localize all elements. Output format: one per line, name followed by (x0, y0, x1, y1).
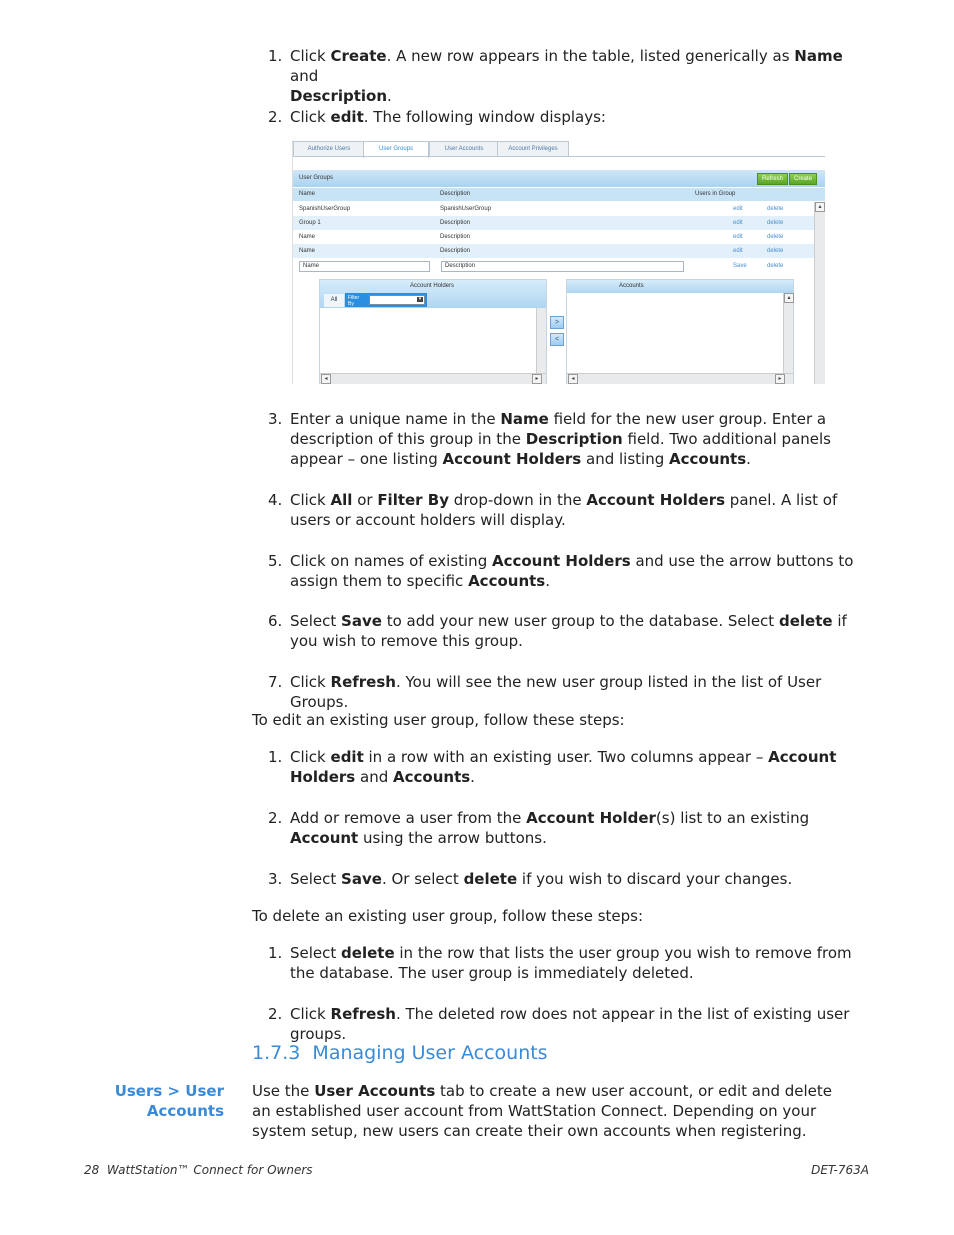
bold-term: delete (341, 944, 395, 962)
bold-term: Account (290, 829, 359, 847)
section-heading: 1.7.3 Managing User Accounts (252, 1042, 548, 1064)
accounts-panel (566, 279, 794, 384)
bold-term: edit (330, 108, 364, 126)
scroll-up-icon[interactable]: ▴ (784, 293, 794, 303)
bold-term: Refresh (330, 673, 396, 691)
bold-term: Refresh (330, 1005, 396, 1023)
tab-user-groups[interactable]: User Groups (363, 141, 429, 158)
delete-link[interactable]: delete (767, 248, 784, 254)
delete-link[interactable]: delete (767, 206, 784, 212)
accounts-title: Accounts (619, 283, 644, 289)
delete-step-2 (268, 1004, 868, 1044)
edit-row (293, 259, 814, 273)
edit-step-3 (268, 869, 868, 889)
accounts-scrollbar[interactable] (783, 293, 793, 374)
step-assign (268, 551, 868, 591)
accounts-hscrollbar[interactable] (567, 373, 793, 384)
filter-dropdown[interactable] (369, 295, 425, 305)
row-name: SpanishUserGroup (299, 206, 351, 212)
tab-user-accounts[interactable]: User Accounts (429, 141, 499, 157)
edit-step-1 (268, 747, 868, 787)
tab-account-privileges[interactable]: Account Privileges (497, 141, 569, 157)
step-create (268, 46, 868, 106)
step-text: Click Refresh. The deleted row does not appear in the list of existing user groups. (290, 1005, 850, 1043)
refresh-button[interactable]: Refresh (757, 173, 788, 185)
edit-link[interactable]: edit (733, 234, 743, 240)
delete-link[interactable]: delete (767, 220, 784, 226)
bold-term: Name (794, 47, 843, 65)
filter-by-label: Filter By (348, 295, 360, 307)
step-text: Select Save to add your new user group to the database. Select delete if you wish to remove this group. (290, 612, 847, 650)
row-description: Description (440, 220, 471, 226)
table-row (293, 244, 814, 258)
step-save (268, 611, 868, 651)
bold-term: Create (330, 47, 387, 65)
bold-term: Filter By (377, 491, 450, 509)
scroll-left-icon[interactable]: ◂ (568, 374, 578, 384)
bold-term: Accounts (393, 768, 471, 786)
bold-term: Description (290, 87, 388, 105)
step-number: 4. (268, 491, 283, 509)
bold-term: Accounts (468, 572, 546, 590)
bold-term: Account Holders (442, 450, 582, 468)
table-row (293, 202, 814, 216)
create-button[interactable]: Create (789, 173, 817, 185)
scroll-right-icon[interactable]: ▸ (532, 374, 542, 384)
step-text: Click edit in a row with an existing user. Two columns appear – Account Holders and Accounts. (290, 748, 837, 786)
step-text: Click Refresh. You will see the new user group listed in the list of User Groups. (290, 673, 822, 711)
step-text: Add or remove a user from the Account Holder(s) list to an existing Account using the arrow buttons. (290, 809, 810, 847)
delete-link[interactable]: delete (767, 263, 784, 269)
tab-divider (293, 156, 825, 157)
edit-step-2 (268, 808, 868, 848)
bold-term: edit (330, 748, 364, 766)
section-title: User Groups (299, 175, 334, 181)
col-users-in-group: Users in Group (695, 191, 736, 197)
step-text: Select delete in the row that lists the user group you wish to remove from the database. The user group is immediately deleted. (290, 944, 852, 982)
table-row (293, 230, 814, 244)
tab-authorize-users[interactable]: Authorize Users (293, 141, 365, 157)
move-right-button[interactable]: > (550, 316, 564, 329)
user-groups-window (292, 140, 825, 384)
bold-term: Account Holder (526, 809, 656, 827)
delete-link[interactable]: delete (767, 234, 784, 240)
description-input[interactable]: Description (441, 261, 684, 272)
step-text: Select Save. Or select delete if you wish to discard your changes. (290, 870, 793, 888)
bold-term: Save (341, 870, 382, 888)
step-text: Click on names of existing Account Holders and use the arrow buttons to assign them to specific Accounts. (290, 552, 854, 590)
section-bar (293, 170, 825, 187)
table-scrollbar[interactable] (814, 202, 825, 384)
step-edit (268, 107, 868, 127)
scroll-right-icon[interactable]: ▸ (775, 374, 785, 384)
step-number: 2. (268, 1005, 283, 1023)
step-number: 2. (268, 809, 283, 827)
step-number: 1. (268, 748, 283, 766)
scroll-up-icon[interactable]: ▴ (815, 202, 825, 212)
step-filter (268, 490, 868, 530)
row-name: Name (299, 234, 316, 240)
name-input[interactable]: Name (299, 261, 430, 272)
delete-step-1 (268, 943, 868, 983)
col-name: Name (299, 191, 316, 197)
bold-term: Accounts (669, 450, 747, 468)
bold-term: delete (778, 612, 833, 630)
row-description: Description (440, 234, 471, 240)
footer-right: DET-763A (811, 1163, 869, 1177)
step-number: 5. (268, 552, 283, 570)
delete-intro: To delete an existing user group, follow these steps: (252, 907, 644, 925)
bold-term: Account Holders (491, 552, 631, 570)
step-text: Click edit. The following window displays: (290, 108, 606, 126)
save-link[interactable]: Save (733, 263, 747, 269)
holders-hscrollbar[interactable] (320, 373, 546, 384)
move-left-button[interactable]: < (550, 333, 564, 346)
step-number: 6. (268, 612, 283, 630)
filter-by-tab[interactable] (345, 293, 427, 307)
accounts-paragraph: Use the User Accounts tab to create a new user account, or edit and delete an established user account from WattStation Connect. Depending on your system setup, new users can create their own accounts when registering. (252, 1082, 833, 1140)
edit-intro: To edit an existing user group, follow these steps: (252, 711, 625, 729)
bold-term: Account Holders (586, 491, 726, 509)
bold-term: User Accounts (314, 1082, 436, 1100)
scroll-left-icon[interactable]: ◂ (321, 374, 331, 384)
table-row (293, 216, 814, 230)
column-header (293, 188, 825, 201)
holders-scrollbar[interactable] (536, 308, 546, 374)
step-number: 3. (268, 870, 283, 888)
row-name: Group 1 (299, 220, 321, 226)
col-description: Description (440, 191, 471, 197)
step-refresh (268, 672, 868, 712)
bold-term: All (330, 491, 353, 509)
bold-term: Account Holders (290, 748, 837, 786)
account-holders-panel (319, 279, 547, 384)
step-number: 1. (268, 47, 283, 65)
row-description: Description (440, 248, 471, 254)
bold-term: delete (463, 870, 518, 888)
step-number: 2. (268, 108, 283, 126)
step-text: Click All or Filter By drop-down in the Account Holders panel. A list of users or account holders will display. (290, 491, 838, 529)
footer-left: 28 WattStation™ Connect for Owners (84, 1163, 313, 1177)
step-text: Enter a unique name in the Name field for the new user group. Enter a description of this group in the Description field. Two additional panels appear – one listing Account Holders and listing Accounts. (290, 410, 831, 468)
step-text: Click Create. A new row appears in the table, listed generically as Name and Description. (290, 47, 843, 105)
step-enter-name (268, 409, 868, 469)
row-description: SpanishUserGroup (440, 206, 492, 212)
step-number: 1. (268, 944, 283, 962)
side-label (64, 1081, 224, 1121)
account-holders-title: Account Holders (410, 283, 455, 289)
chevron-down-icon: ▾ (418, 296, 422, 302)
edit-link[interactable]: edit (733, 206, 743, 212)
bold-term: Save (341, 612, 382, 630)
step-number: 7. (268, 673, 283, 691)
edit-link[interactable]: edit (733, 248, 743, 254)
bold-term: Name (500, 410, 549, 428)
step-number: 3. (268, 410, 283, 428)
edit-link[interactable]: edit (733, 220, 743, 226)
bold-term: Description (525, 430, 623, 448)
side-label-line2: Accounts (146, 1102, 224, 1120)
side-label-line1: Users > User (114, 1082, 224, 1100)
row-name: Name (299, 248, 316, 254)
all-button[interactable]: All (324, 294, 344, 307)
